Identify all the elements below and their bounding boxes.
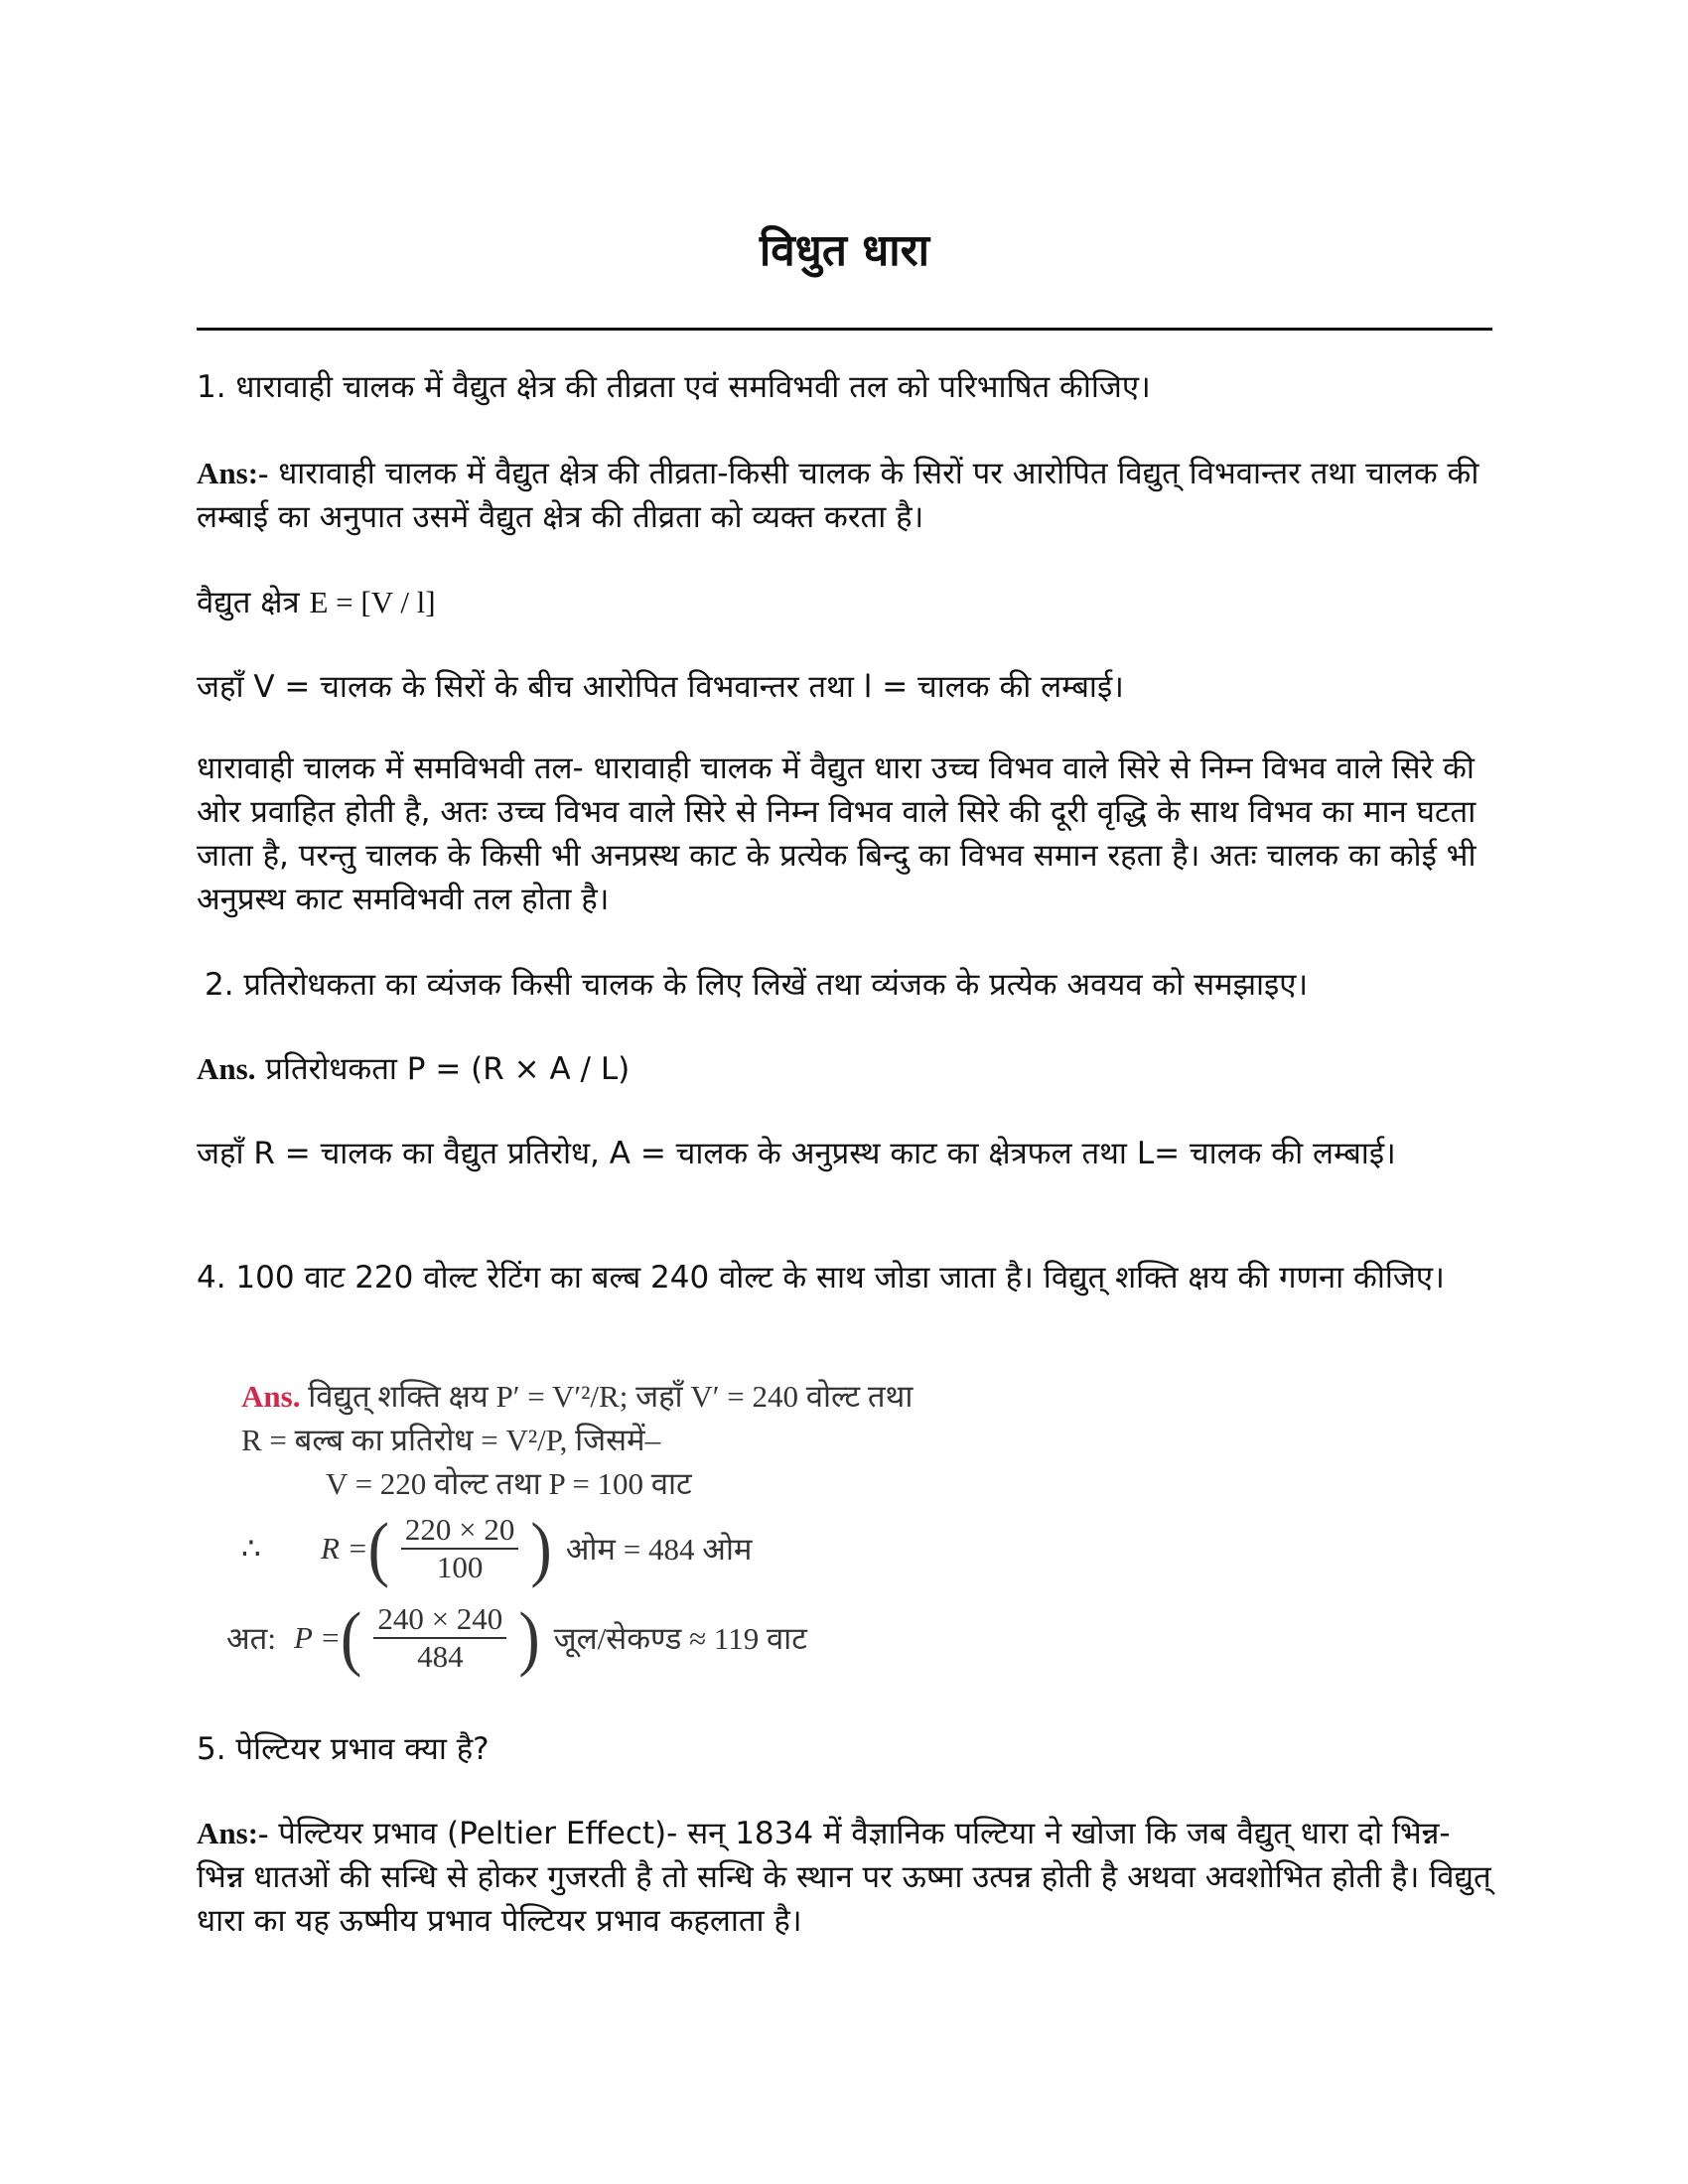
calc-line-1: Ans. विद्युत् शक्ति क्षय P′ = V′²/R; जहाँ V′ = 240 वोल्ट तथा [241,1379,914,1414]
power-fraction: $\frac{240 \times 240}{484}$ [361,1601,518,1675]
left-paren: ( [367,1507,389,1589]
field-formula [197,581,1492,624]
answer-5-label: Ans:- [197,1816,269,1850]
answer-5-text: पेल्टियर प्रभाव (Peltier Effect)- सन् 1834 में वैज्ञानिक पल्टिया ने खोजा कि जब वैद्युत् धारा दो भिन्न-भिन्न धातओं की सन्धि से होकर गुजरती है तो सन्धि के स्थान पर ऊष्मा उत्पन्न होती है अथवा अवशोभित होती है। विद्युत् धारा का यह ऊष्मीय प्रभाव पेल्टियर प्रभाव कहलाता है। [197,1816,1491,1939]
answer-5 [197,1812,1492,1943]
answer-1 [197,452,1492,539]
question-4: 4. 100 वाट 220 वोल्ट रेटिंग का बल्ब 240 वोल्ट के साथ जोडा जाता है। विद्युत् शक्ति क्षय की गणना कीजिए। [197,1260,1445,1296]
title-divider [197,328,1492,331]
page-title: विधुत धारा [759,225,930,276]
question-1: 1. धारावाही चालक में वैद्युत क्षेत्र की तीव्रता एवं समविभवी तल को परिभाषित कीजिए। [197,369,1151,405]
therefore-symbol: ∴ [241,1531,261,1566]
field-formula-expression: E = [V / l] [309,585,436,619]
question-2: 2. प्रतिरोधकता का व्यंजक किसी चालक के लिए लिखें तथा व्यंजक के प्रत्येक अवयव को समझाइए। [205,967,1309,1003]
power-calculation-figure [226,1375,1080,1679]
calc-line-3: V = 220 वोल्ट तथा P = 100 वाट [326,1466,692,1501]
right-paren: ) [518,1596,540,1679]
left-paren: ( [341,1596,362,1679]
right-paren: ) [530,1507,552,1589]
answer-4-label: Ans. [241,1379,301,1414]
answer-2-label: Ans. [197,1051,256,1086]
answer-1-where: जहाँ V = चालक के सिरों के बीच आरोपित विभवान्तर तथा l = चालक की लम्बाई। [197,669,1124,705]
resistance-fraction: $\frac{220 \times 20}{100}$ [389,1512,530,1585]
calc-line-2: R = बल्ब का प्रतिरोध = V²/P, जिसमें– [241,1423,661,1457]
power-equation: अत: P = ( $\frac{240 \times 240}{484}$ ) जूल/सेकण्ड ≈ 119 वाट [226,1596,807,1679]
resistance-equation: ∴ R = ( $\frac{220 \times 20}{100}$ ) ओम = 484 ओम [241,1507,753,1589]
field-formula-label: वैद्युत क्षेत्र [197,585,300,620]
answer-2-where: जहाँ R = चालक का वैद्युत प्रतिरोध, A = चालक के अनुप्रस्थ काट का क्षेत्रफल तथा L= चालक की लम्बाई। [197,1136,1396,1171]
answer-1-label: Ans:- [197,456,269,490]
answer-2 [197,1047,1492,1091]
equipotential-paragraph: धारावाही चालक में समविभवी तल- धारावाही चालक में वैद्युत धारा उच्च विभव वाले सिरे से निम्न विभव वाले सिरे की ओर प्रवाहित होती है, अतः उच्च विभव वाले सिरे से निम्न विभव वाले सिरे की दूरी वृद्धि के साथ विभव का मान घटता जाता है, परन्तु चालक के किसी भी अनप्रस्थ काट के प्रत्येक बिन्दु का विभव समान रहता है। अतः चालक का कोई भी अनुप्रस्थ काट समविभवी तल होता है। [197,751,1477,917]
question-5: 5. पेल्टियर प्रभाव क्या है? [197,1731,490,1767]
answer-2-text: प्रतिरोधकता P = (R × A / L) [255,1051,631,1087]
answer-1-text: धारावाही चालक में वैद्युत क्षेत्र की तीव्रता-किसी चालक के सिरों पर आरोपित विद्युत् विभवान्तर तथा चालक की लम्बाई का अनुपात उसमें वैद्युत क्षेत्र की तीव्रता को व्यक्त करता है। [197,456,1479,535]
